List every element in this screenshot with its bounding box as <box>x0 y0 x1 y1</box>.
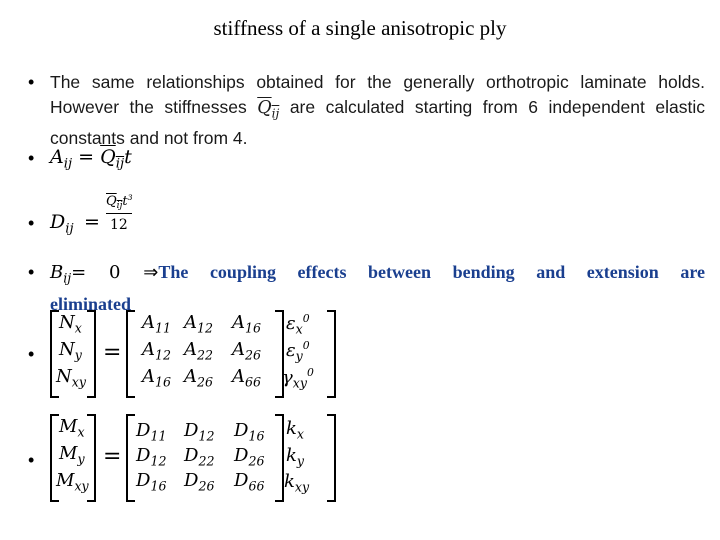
eq-d-num-q: Q <box>106 194 117 210</box>
m-vector-entry: $M_x$ <box>59 416 85 440</box>
a-matrix-entry: $A_{16}$ <box>232 312 262 336</box>
bullet-marker: • <box>28 148 35 168</box>
curvature-vector <box>280 414 336 498</box>
n-vector-entry: $N_x$ <box>59 312 82 336</box>
m-vector-entry: $M_{xy}$ <box>56 470 89 494</box>
d-matrix-entry: $D_{16}$ <box>136 470 167 494</box>
eq-d-sub: ij <box>65 221 74 237</box>
q-bar-letter: Q <box>257 98 272 118</box>
a-matrix-entry: $A_{26}$ <box>232 339 262 363</box>
a-matrix-entry: $A_{16}$ <box>142 366 172 390</box>
strain-vector-entry: $\gamma_{xy}^0$ <box>282 366 314 391</box>
n-vector <box>50 310 96 394</box>
q-bar-subscript: ij <box>271 106 280 121</box>
d-matrix-entry: $D_{12}$ <box>136 445 167 469</box>
eq-d-denominator: 12 <box>110 217 128 233</box>
eq-d-letter: D <box>50 211 66 233</box>
n-vector-entry: $N_y$ <box>59 339 82 363</box>
curvature-vector-entry: $k_{xy}$ <box>284 471 310 495</box>
paragraph-line-2 <box>50 95 705 126</box>
a-matrix-entry: $A_{11}$ <box>142 312 172 336</box>
eq-d-lhs <box>50 211 74 237</box>
eq-a-t: t <box>124 146 132 168</box>
eq-b-equals-zero: = 0 <box>71 262 144 283</box>
paragraph-line-1: The same relationships obtained for the generally orthotropic laminate holds. <box>50 72 705 92</box>
paragraph-line-2a: However the stiffnesses <box>50 97 247 117</box>
matrix-equation-m <box>50 414 340 500</box>
coupling-statement <box>50 259 705 317</box>
d-matrix-entry: $D_{26}$ <box>184 470 215 494</box>
strain-vector <box>280 310 336 394</box>
eq-b-letter: B <box>50 262 64 283</box>
strain-vector-entry: $\varepsilon_y^0$ <box>286 339 310 364</box>
bullet-marker: • <box>28 262 35 282</box>
a-matrix-entry: $A_{66}$ <box>232 366 262 390</box>
eq-d-num-exp: 3 <box>127 193 133 202</box>
equals-sign: = <box>103 340 122 365</box>
eq-d-num-sub: ij <box>116 201 123 212</box>
equation-a-ij: $A_{ij} = Q_{ij}t$ <box>50 146 132 172</box>
implies-arrow-icon: ⇒ <box>143 262 159 282</box>
d-matrix-entry: $D_{22}$ <box>184 445 215 469</box>
paragraph-line-3: constants and not from 4. <box>50 128 248 149</box>
coupling-line-1: The coupling effects between bending and extension are <box>158 262 705 282</box>
paragraph-line-2b: are calculated starting from 6 independent elastic <box>289 97 705 117</box>
d-matrix <box>126 414 284 498</box>
slide-title: stiffness of a single anisotropic ply <box>213 16 507 40</box>
eq-a-lhs: A <box>50 146 64 168</box>
a-matrix-entry: $A_{22}$ <box>184 339 214 363</box>
fraction-bar <box>106 213 132 214</box>
matrix-equation-n <box>50 310 340 396</box>
a-matrix <box>126 310 284 394</box>
d-matrix-entry: $D_{11}$ <box>136 420 167 444</box>
n-vector-entry: $N_{xy}$ <box>56 366 86 390</box>
eq-b-lhs <box>50 262 72 286</box>
bullet-marker: • <box>28 450 35 470</box>
a-matrix-entry: $A_{12}$ <box>142 339 172 363</box>
bullet-marker: • <box>28 213 35 233</box>
a-matrix-entry: $A_{12}$ <box>184 312 214 336</box>
q-bar-symbol <box>257 98 280 121</box>
eq-b-sub: ij <box>63 270 72 286</box>
d-matrix-entry: $D_{16}$ <box>234 420 265 444</box>
m-vector-entry: $M_y$ <box>59 443 85 467</box>
bullet-marker: • <box>28 72 35 92</box>
bullet-marker: • <box>28 344 35 364</box>
strain-vector-entry: $\varepsilon_x^0$ <box>286 312 310 337</box>
equals-sign: = <box>103 444 122 469</box>
curvature-vector-entry: $k_y$ <box>286 445 305 469</box>
eq-d-numerator <box>106 193 133 211</box>
eq-a-q: Q <box>100 146 116 168</box>
eq-a-q-sub: ij <box>115 156 125 172</box>
coupling-line-2: eliminated <box>50 294 131 315</box>
a-matrix-entry: $A_{26}$ <box>184 366 214 390</box>
d-matrix-entry: $D_{66}$ <box>234 470 265 494</box>
d-matrix-entry: $D_{12}$ <box>184 420 215 444</box>
m-vector <box>50 414 96 498</box>
curvature-vector-entry: $k_x$ <box>286 418 305 442</box>
d-matrix-entry: $D_{26}$ <box>234 445 265 469</box>
eq-a-lhs-sub: ij <box>63 156 73 172</box>
eq-d-num-t: t <box>122 194 128 210</box>
eq-a-qbar <box>100 146 125 172</box>
intro-paragraph <box>50 70 705 151</box>
